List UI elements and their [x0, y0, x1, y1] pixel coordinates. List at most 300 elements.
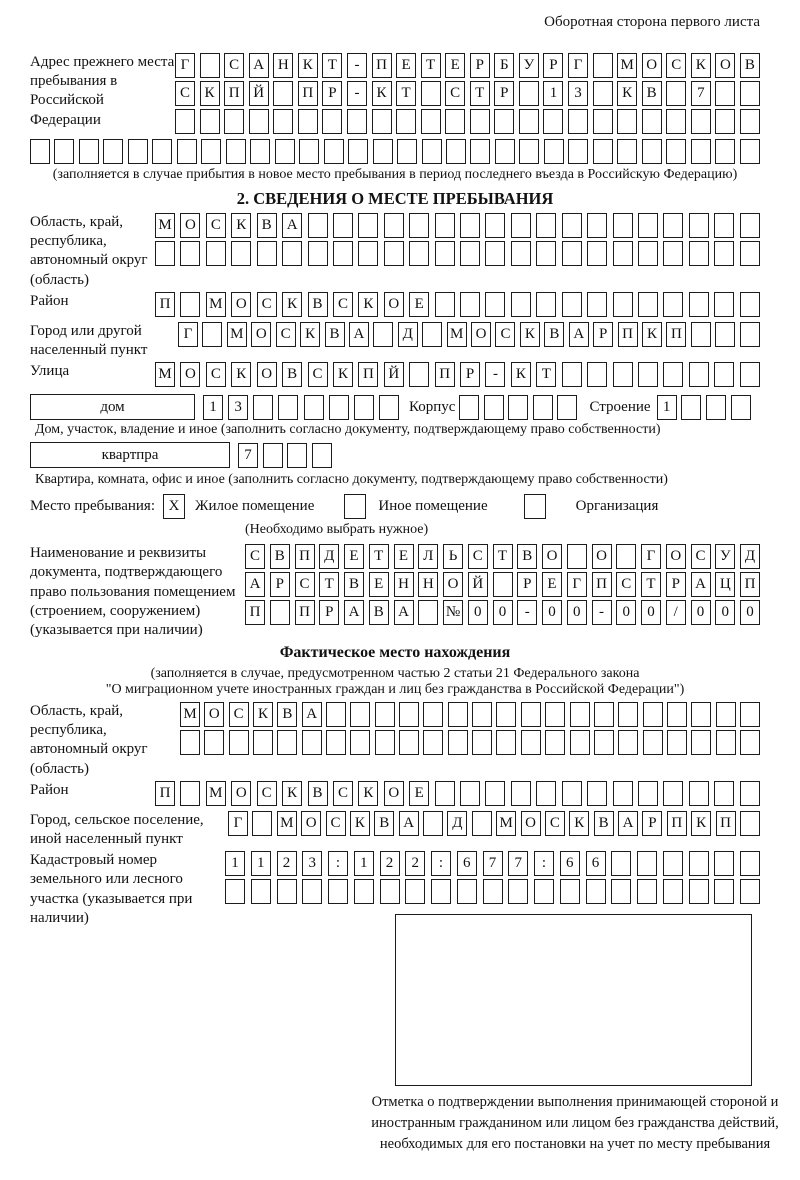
- field-prev-address: [30, 53, 760, 137]
- char-box: К: [691, 811, 711, 836]
- char-box: /: [666, 600, 686, 625]
- char-box: [399, 730, 419, 755]
- char-box: [459, 395, 479, 420]
- char-box: Р: [460, 362, 480, 387]
- char-box: Т: [493, 544, 513, 569]
- char-box: [618, 730, 638, 755]
- char-box: 6: [560, 851, 580, 876]
- char-box: [740, 879, 760, 904]
- char-box: [740, 851, 760, 876]
- field-fact-oblast: [30, 702, 760, 779]
- char-box: В: [270, 544, 290, 569]
- char-box: [324, 139, 344, 164]
- char-box: [201, 139, 221, 164]
- prev-address-note: (заполняется в случае прибытия в новое место пребывания в период последнего въезда в Российскую Федерацию): [52, 167, 738, 182]
- char-box: [483, 879, 503, 904]
- dom-type-box: дом: [30, 394, 195, 420]
- char-box: К: [569, 811, 589, 836]
- char-box: Д: [319, 544, 339, 569]
- char-box: 0: [715, 600, 735, 625]
- char-box: [485, 241, 505, 266]
- char-box: [667, 730, 687, 755]
- char-box: Р: [322, 81, 342, 106]
- prev-address-label: Адрес прежнего места пребывания в Российской Федерации: [30, 54, 175, 128]
- char-box: [273, 81, 293, 106]
- char-box: [282, 241, 302, 266]
- char-box: А: [394, 600, 414, 625]
- sheet-side-note: Оборотная сторона первого листа: [544, 14, 760, 30]
- char-box: М: [447, 322, 467, 347]
- char-box: [448, 702, 468, 727]
- char-box: [663, 213, 683, 238]
- char-box-row: [225, 879, 760, 904]
- char-box: Л: [418, 544, 438, 569]
- char-box: С: [206, 213, 226, 238]
- char-box: Р: [642, 811, 662, 836]
- char-box: Е: [542, 572, 562, 597]
- char-box: П: [224, 81, 244, 106]
- char-box: О: [180, 213, 200, 238]
- dom-note: Дом, участок, владение и иное (заполнить согласно документу, подтверждающему право собственности): [35, 422, 661, 438]
- char-box: [302, 730, 322, 755]
- char-box: [177, 139, 197, 164]
- char-box: Е: [344, 544, 364, 569]
- char-box: :: [328, 851, 348, 876]
- char-box: Г: [228, 811, 248, 836]
- kadastr-label: Кадастровый номер земельного или лесного участка (указывается при наличии): [30, 852, 193, 926]
- field-fact-raion: [30, 781, 760, 809]
- char-box: М: [155, 362, 175, 387]
- char-box: [536, 292, 556, 317]
- char-box: [204, 730, 224, 755]
- char-box: Б: [494, 53, 514, 78]
- char-box: [740, 322, 760, 347]
- char-box-row: [238, 443, 332, 468]
- char-box: [689, 213, 709, 238]
- char-box: [358, 213, 378, 238]
- char-box: [714, 362, 734, 387]
- char-box: [557, 395, 577, 420]
- char-box: [273, 109, 293, 134]
- char-box: [304, 395, 324, 420]
- char-box: -: [347, 81, 367, 106]
- char-box: [460, 241, 480, 266]
- char-box: Р: [270, 572, 290, 597]
- char-box: [511, 241, 531, 266]
- char-box: У: [519, 53, 539, 78]
- char-box: П: [435, 362, 455, 387]
- char-box: В: [374, 811, 394, 836]
- char-box: [226, 139, 246, 164]
- char-box: 6: [586, 851, 606, 876]
- char-box: [299, 139, 319, 164]
- char-box: [485, 781, 505, 806]
- char-box: [354, 879, 374, 904]
- char-box: [278, 395, 298, 420]
- char-box: 0: [616, 600, 636, 625]
- char-box: [308, 241, 328, 266]
- char-box-row: [245, 600, 760, 625]
- char-box: А: [569, 322, 589, 347]
- char-box: [568, 109, 588, 134]
- char-box: [460, 213, 480, 238]
- char-box: -: [485, 362, 505, 387]
- char-box: О: [204, 702, 224, 727]
- checkbox-organizatsiya: [524, 494, 546, 519]
- char-box: Е: [409, 292, 429, 317]
- field-fact-gorod: [30, 811, 760, 849]
- char-box: [716, 702, 736, 727]
- char-box: К: [282, 781, 302, 806]
- char-box: Е: [409, 781, 429, 806]
- char-box: С: [276, 322, 296, 347]
- char-box: Й: [249, 81, 269, 106]
- char-box: [613, 213, 633, 238]
- char-box: О: [443, 572, 463, 597]
- char-box: [225, 879, 245, 904]
- char-box-row: [180, 702, 760, 727]
- char-box: [180, 241, 200, 266]
- char-box: [521, 730, 541, 755]
- char-box: [740, 730, 760, 755]
- char-box: [663, 241, 683, 266]
- char-box: 0: [542, 600, 562, 625]
- char-box: [691, 139, 711, 164]
- char-box: [534, 879, 554, 904]
- char-box: [536, 781, 556, 806]
- char-box: Г: [568, 53, 588, 78]
- char-box: [740, 292, 760, 317]
- char-box: В: [325, 322, 345, 347]
- char-box: [54, 139, 74, 164]
- char-box: [250, 139, 270, 164]
- char-box: [422, 139, 442, 164]
- char-box: [252, 811, 272, 836]
- char-box: [638, 362, 658, 387]
- char-box: [421, 109, 441, 134]
- char-box: П: [618, 322, 638, 347]
- char-box: [418, 600, 438, 625]
- char-box: [714, 213, 734, 238]
- char-box: В: [642, 81, 662, 106]
- char-box: В: [257, 213, 277, 238]
- char-box: [562, 781, 582, 806]
- char-box: [706, 395, 726, 420]
- char-box: [302, 879, 322, 904]
- section2-heading: 2. СВЕДЕНИЯ О МЕСТЕ ПРЕБЫВАНИЯ: [236, 189, 554, 208]
- char-box-row: [459, 395, 577, 420]
- oblast-label: Область, край, республика, автономный округ (область): [30, 214, 148, 288]
- char-box: 2: [380, 851, 400, 876]
- char-box: Н: [273, 53, 293, 78]
- char-box: К: [520, 322, 540, 347]
- char-box: [562, 241, 582, 266]
- char-box-row: [178, 322, 760, 347]
- char-box: О: [231, 781, 251, 806]
- char-box: [740, 781, 760, 806]
- char-box: 1: [203, 395, 223, 420]
- char-box: [714, 241, 734, 266]
- char-box: [384, 213, 404, 238]
- char-box: Г: [178, 322, 198, 347]
- char-box: 2: [405, 851, 425, 876]
- char-box: [740, 702, 760, 727]
- char-box: М: [496, 811, 516, 836]
- char-box: А: [618, 811, 638, 836]
- char-box: [224, 109, 244, 134]
- char-box: С: [257, 781, 277, 806]
- char-box: [618, 702, 638, 727]
- char-box: [617, 139, 637, 164]
- char-box: [689, 781, 709, 806]
- char-box: 7: [483, 851, 503, 876]
- char-box: [567, 544, 587, 569]
- char-box: [200, 109, 220, 134]
- char-box: [642, 109, 662, 134]
- char-box: [714, 879, 734, 904]
- ulitsa-label: Улица: [30, 363, 70, 380]
- char-box: [30, 139, 50, 164]
- char-box: [399, 702, 419, 727]
- char-box: О: [251, 322, 271, 347]
- char-box: [446, 139, 466, 164]
- doc-label: Наименование и реквизиты документа, подтверждающего право пользования помещением (строением, сооружением) (указывается при наличии): [30, 545, 236, 638]
- char-box: [562, 292, 582, 317]
- char-box: К: [298, 53, 318, 78]
- char-box-row: [175, 109, 760, 134]
- char-box: Р: [470, 53, 490, 78]
- char-box: [536, 213, 556, 238]
- char-box: Н: [394, 572, 414, 597]
- char-box: А: [302, 702, 322, 727]
- field-ulitsa: [30, 362, 760, 390]
- char-box: У: [715, 544, 735, 569]
- char-box: [379, 395, 399, 420]
- char-box: :: [431, 851, 451, 876]
- char-box: А: [344, 600, 364, 625]
- char-box: [643, 730, 663, 755]
- char-box: [642, 139, 662, 164]
- char-box: Т: [470, 81, 490, 106]
- char-box: [689, 879, 709, 904]
- char-box: [613, 781, 633, 806]
- char-box: П: [155, 781, 175, 806]
- char-box: 1: [251, 851, 271, 876]
- char-box: С: [229, 702, 249, 727]
- char-box: К: [358, 781, 378, 806]
- char-box: [485, 292, 505, 317]
- stamp-note: Отметка о подтверждении выполнения принимающей стороной и иностранным гражданином или лицом без гражданства действий, необходимых для его постановки на учет по месту пребывания: [371, 1093, 779, 1152]
- char-box: Й: [384, 362, 404, 387]
- char-box: [637, 879, 657, 904]
- char-box: [562, 213, 582, 238]
- char-box: [175, 109, 195, 134]
- char-box: М: [180, 702, 200, 727]
- char-box: [328, 879, 348, 904]
- kvartira-note: Квартира, комната, офис и иное (заполнить согласно документу, подтверждающему право собственности): [35, 472, 668, 488]
- char-box: С: [495, 322, 515, 347]
- char-box: В: [344, 572, 364, 597]
- char-box: [611, 879, 631, 904]
- fact-note-1: (заполняется в случае, предусмотренном частью 2 статьи 21 Федерального закона: [150, 666, 640, 682]
- char-box: М: [206, 292, 226, 317]
- char-box: [435, 292, 455, 317]
- char-box: О: [592, 544, 612, 569]
- char-box: [155, 241, 175, 266]
- mesto-option-label: Иное помещение: [378, 498, 488, 515]
- char-box: [496, 702, 516, 727]
- char-box: О: [257, 362, 277, 387]
- char-box: [298, 109, 318, 134]
- char-box: [587, 213, 607, 238]
- char-box: 1: [354, 851, 374, 876]
- fact-gorod-label: Город, сельское поселение, иной населенный пункт: [30, 811, 204, 847]
- char-box: С: [666, 53, 686, 78]
- char-box: А: [245, 572, 265, 597]
- char-box: О: [642, 53, 662, 78]
- char-box: [333, 241, 353, 266]
- char-box: О: [301, 811, 321, 836]
- char-box-row: [245, 572, 760, 597]
- char-box: К: [333, 362, 353, 387]
- char-box: П: [716, 811, 736, 836]
- field-gorod: [30, 322, 760, 360]
- char-box: [637, 851, 657, 876]
- char-box: Р: [494, 81, 514, 106]
- char-box: [666, 109, 686, 134]
- char-box: [472, 702, 492, 727]
- char-box: [586, 879, 606, 904]
- char-box: [593, 109, 613, 134]
- char-box: С: [616, 572, 636, 597]
- char-box: [496, 730, 516, 755]
- char-box: [484, 395, 504, 420]
- char-box: [396, 109, 416, 134]
- char-box: [263, 443, 283, 468]
- char-box: [380, 879, 400, 904]
- char-box: [180, 730, 200, 755]
- char-box: С: [295, 572, 315, 597]
- char-box: 0: [740, 600, 760, 625]
- char-box: Д: [740, 544, 760, 569]
- char-box: [277, 730, 297, 755]
- char-box: [180, 781, 200, 806]
- char-box: К: [300, 322, 320, 347]
- char-box: 0: [493, 600, 513, 625]
- char-box: П: [372, 53, 392, 78]
- char-box: [460, 292, 480, 317]
- char-box: [354, 395, 374, 420]
- char-box: [270, 600, 290, 625]
- char-box: П: [592, 572, 612, 597]
- char-box: С: [257, 292, 277, 317]
- char-box: [202, 322, 222, 347]
- char-box: 0: [641, 600, 661, 625]
- char-box: [409, 241, 429, 266]
- char-box: О: [521, 811, 541, 836]
- char-box: [445, 109, 465, 134]
- char-box: [485, 213, 505, 238]
- char-box: [200, 53, 220, 78]
- char-box: [322, 109, 342, 134]
- char-box: Д: [398, 322, 418, 347]
- char-box: [689, 362, 709, 387]
- char-box: :: [534, 851, 554, 876]
- char-box: Г: [567, 572, 587, 597]
- char-box: С: [206, 362, 226, 387]
- char-box: Р: [666, 572, 686, 597]
- char-box: [715, 322, 735, 347]
- char-box: №: [443, 600, 463, 625]
- char-box: [373, 139, 393, 164]
- char-box: [568, 139, 588, 164]
- char-box: [663, 879, 683, 904]
- char-box: [562, 362, 582, 387]
- char-box-row: [180, 730, 760, 755]
- char-box: [740, 362, 760, 387]
- char-box: Р: [517, 572, 537, 597]
- char-box: О: [666, 544, 686, 569]
- char-box: -: [592, 600, 612, 625]
- char-box: [643, 702, 663, 727]
- char-box: Г: [175, 53, 195, 78]
- char-box: М: [277, 811, 297, 836]
- char-box: А: [249, 53, 269, 78]
- char-box: [587, 781, 607, 806]
- char-box: М: [206, 781, 226, 806]
- char-box: [638, 241, 658, 266]
- char-box: В: [282, 362, 302, 387]
- char-box: [472, 811, 492, 836]
- char-box-row: [155, 292, 760, 317]
- char-box: [333, 213, 353, 238]
- char-box: 1: [543, 81, 563, 106]
- char-box: П: [667, 811, 687, 836]
- char-box: П: [295, 544, 315, 569]
- char-box: 0: [691, 600, 711, 625]
- char-box: [638, 781, 658, 806]
- char-box: [740, 213, 760, 238]
- char-box: [435, 213, 455, 238]
- char-box: [373, 322, 393, 347]
- char-box: [714, 781, 734, 806]
- char-box: К: [691, 53, 711, 78]
- char-box: [350, 730, 370, 755]
- char-box: [448, 730, 468, 755]
- char-box: [350, 702, 370, 727]
- checkbox-inoe: [344, 494, 366, 519]
- char-box: [613, 292, 633, 317]
- char-box: М: [617, 53, 637, 78]
- char-box-row: [155, 213, 760, 238]
- char-box: Е: [394, 544, 414, 569]
- char-box: С: [691, 544, 711, 569]
- char-box: [470, 139, 490, 164]
- char-box: [587, 362, 607, 387]
- char-box: [253, 395, 273, 420]
- char-box: Р: [543, 53, 563, 78]
- char-box: [375, 702, 395, 727]
- char-box: О: [715, 53, 735, 78]
- char-box: О: [471, 322, 491, 347]
- char-box: 2: [277, 851, 297, 876]
- char-box: [587, 241, 607, 266]
- char-box: [533, 395, 553, 420]
- char-box: [521, 702, 541, 727]
- char-box: [594, 730, 614, 755]
- char-box: [308, 213, 328, 238]
- char-box: [666, 81, 686, 106]
